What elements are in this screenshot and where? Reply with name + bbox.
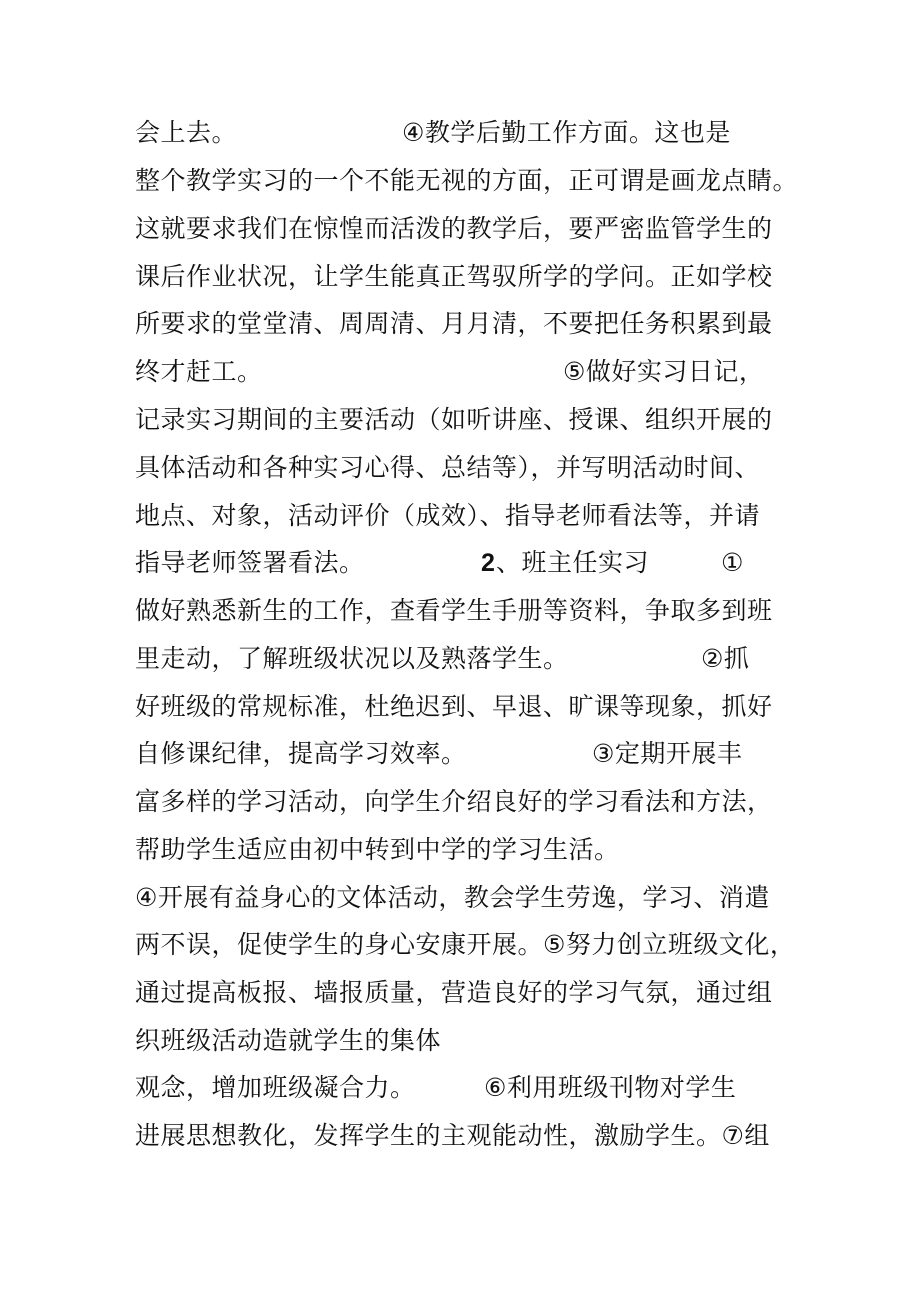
text-segment: 指导老师签署看法。: [135, 548, 365, 577]
text-segment: 具体活动和各种实习心得、总结等），并写明活动时间、: [135, 453, 761, 482]
text-line: [135, 304, 773, 344]
text-line: [135, 1116, 770, 1156]
text-line: [135, 925, 796, 965]
text-segment: 终才赶工。: [135, 357, 263, 386]
text-segment: 课后作业状况，让学生能真正驾驭所学的学问。正如学校: [135, 262, 773, 291]
text-line: [135, 1021, 442, 1061]
text-segment: 所要求的堂堂清、周周清、月月清，不要把任务积累到最: [135, 309, 773, 338]
text-segment: 进展思想教化，发挥学生的主观能动性，激励学生。⑦组: [135, 1121, 770, 1150]
text-segment: 富多样的学习活动，向学生介绍良好的学习看法和方法，: [135, 787, 773, 816]
text-segment: 两不误，促使学生的身心安康开展。⑤努力创立班级文化，: [135, 930, 796, 959]
text-line: [135, 161, 799, 201]
text-line: [135, 543, 744, 583]
text-segment: 地点、对象，活动评价（成效）、指导老师看法等，并请: [135, 501, 761, 530]
text-segment: ⑥利用班级刊物对学生: [484, 1073, 737, 1102]
text-line: [135, 209, 773, 249]
text-segment: 帮助学生适应由初中转到中学的学习生活。: [135, 835, 620, 864]
text-line: [135, 591, 773, 631]
text-line: [135, 257, 773, 297]
text-line: [135, 448, 761, 488]
text-segment: 做好熟悉新生的工作，查看学生手册等资料，争取多到班: [135, 596, 773, 625]
text-segment: ⑤做好实习日记，: [563, 357, 765, 386]
text-segment: ①: [721, 548, 744, 577]
text-line: [135, 639, 750, 679]
text-line: [135, 352, 765, 392]
text-line: [135, 973, 773, 1013]
text-segment: 观念，增加班级凝合力。: [135, 1073, 416, 1102]
text-line: [135, 113, 731, 153]
text-segment: ④开展有益身心的文体活动，教会学生劳逸，学习、消遣: [135, 883, 770, 912]
text-segment: 通过提高板报、墙报质量，营造良好的学习气氛，通过组: [135, 978, 773, 1007]
text-line: [135, 1068, 737, 1108]
text-line: [135, 878, 770, 918]
text-line: [135, 782, 773, 822]
text-segment: ④教学后勤工作方面。这也是: [402, 118, 731, 147]
text-segment: 记录实习期间的主要活动（如听讲座、授课、组织开展的: [135, 405, 773, 434]
text-line: [135, 400, 773, 440]
text-segment: ②抓: [701, 644, 750, 673]
text-segment: 整个教学实习的一个不能无视的方面，正可谓是画龙点睛。: [135, 166, 799, 195]
section-heading: 、班主任实习: [496, 548, 650, 577]
text-segment: ③定期开展丰: [592, 739, 743, 768]
text-segment: 织班级活动造就学生的集体: [135, 1026, 442, 1055]
text-line: [135, 830, 620, 870]
text-line: [135, 496, 761, 536]
text-segment: 里走动，了解班级状况以及熟落学生。: [135, 644, 569, 673]
text-segment: 这就要求我们在惊惶而活泼的教学后，要严密监管学生的: [135, 214, 773, 243]
text-segment: 会上去。: [135, 118, 238, 147]
text-segment: 自修课纪律，提高学习效率。: [135, 739, 467, 768]
text-line: [135, 734, 743, 774]
text-line: [135, 687, 773, 727]
text-segment: 好班级的常规标准，杜绝迟到、早退、旷课等现象，抓好: [135, 692, 773, 721]
section-number: 2: [481, 549, 496, 577]
